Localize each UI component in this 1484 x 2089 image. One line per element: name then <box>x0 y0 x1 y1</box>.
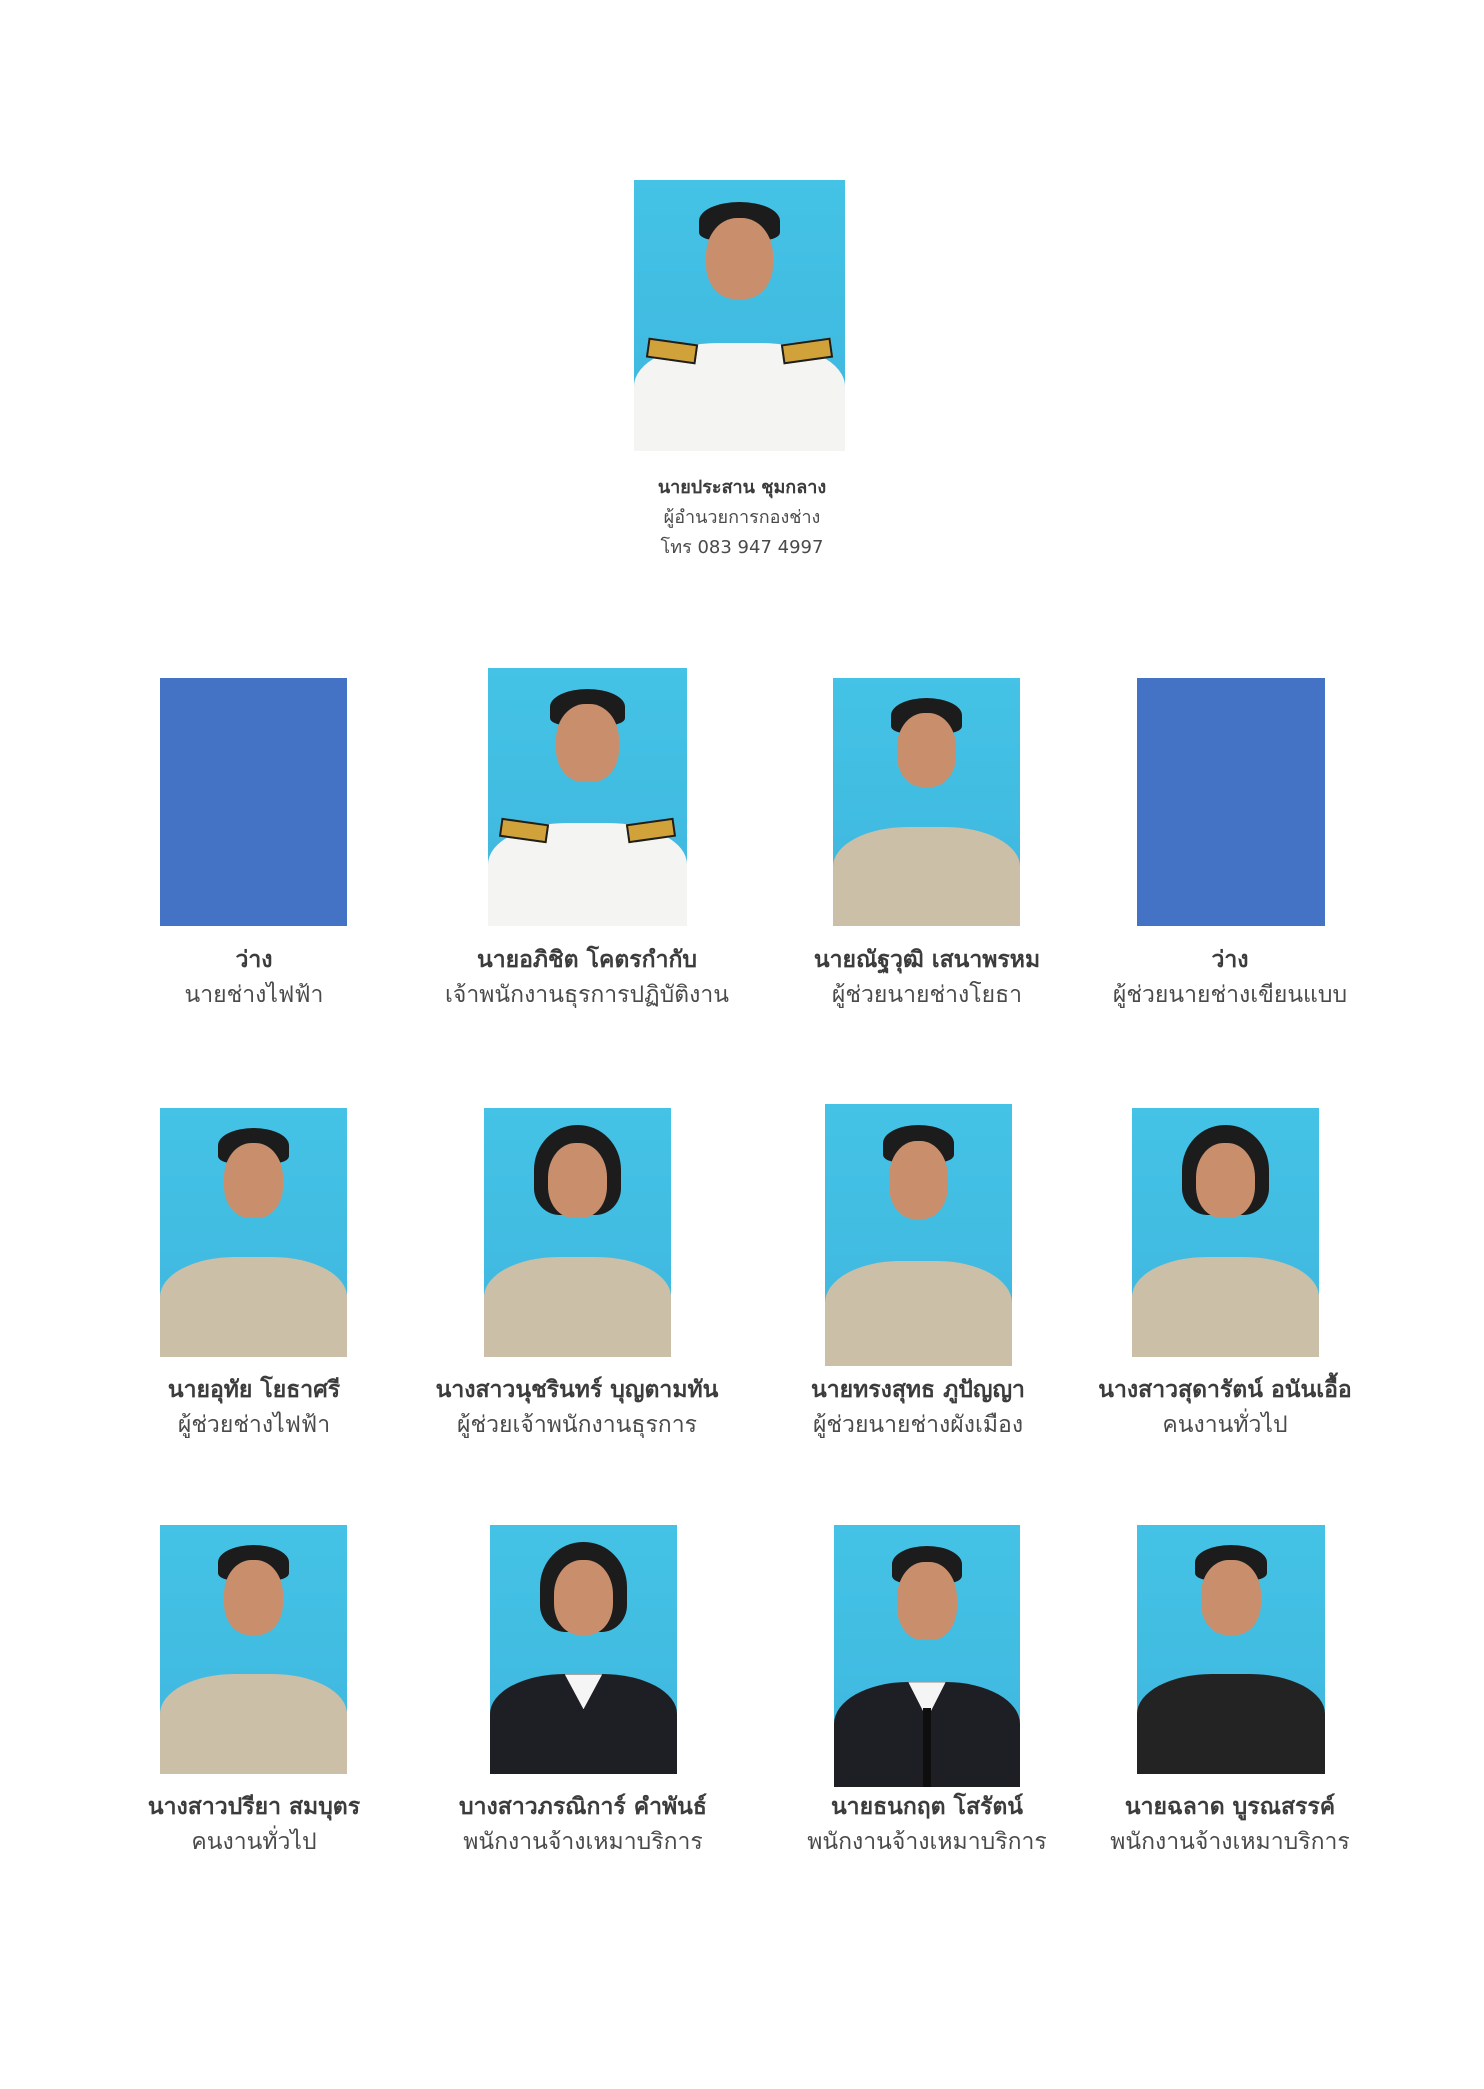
staff-photo <box>488 668 687 926</box>
staff-card <box>748 1373 1088 1443</box>
staff-role: ผู้ช่วยนายช่างเขียนแบบ <box>1112 982 1348 1008</box>
staff-photo <box>833 678 1020 926</box>
staff-name: นางสาวสุดารัตน์ อนันเอื้อ <box>1098 1377 1352 1403</box>
staff-name: นายอุทัย โยธาศรี <box>167 1377 341 1403</box>
staff-name: นายอภิชิต โคตรกำกับ <box>476 947 698 973</box>
staff-role: พนักงานจ้างเหมาบริการ <box>1110 1829 1350 1855</box>
staff-name: ว่าง <box>235 947 273 973</box>
staff-card <box>84 1373 424 1443</box>
director-caption <box>542 473 942 563</box>
vacant-placeholder <box>1137 678 1325 926</box>
staff-role: ผู้ช่วยช่างไฟฟ้า <box>177 1412 331 1438</box>
staff-role: นายช่างไฟฟ้า <box>184 982 324 1008</box>
staff-card <box>757 1790 1097 1860</box>
staff-card <box>84 1790 424 1860</box>
staff-card <box>417 943 757 1013</box>
staff-card <box>84 943 424 1013</box>
staff-role: เจ้าพนักงานธุรการปฏิบัติงาน <box>445 982 729 1008</box>
staff-role: คนงานทั่วไป <box>1162 1412 1288 1438</box>
staff-name: นายธนกฤต โสรัตน์ <box>830 1794 1024 1820</box>
staff-name: ว่าง <box>1211 947 1249 973</box>
director-phone: โทร 083 947 4997 <box>660 537 824 558</box>
staff-photo <box>490 1525 677 1774</box>
staff-card <box>1060 943 1400 1013</box>
staff-photo <box>1137 1525 1325 1774</box>
staff-role: ผู้ช่วยนายช่างโยธา <box>831 982 1023 1008</box>
staff-role: คนงานทั่วไป <box>191 1829 317 1855</box>
staff-card <box>757 943 1097 1013</box>
staff-role: ผู้ช่วยเจ้าพนักงานธุรการ <box>457 1412 697 1438</box>
staff-role: พนักงานจ้างเหมาบริการ <box>463 1829 703 1855</box>
staff-role: ผู้ช่วยนายช่างผังเมือง <box>812 1412 1024 1438</box>
staff-card <box>407 1373 747 1443</box>
staff-name: นางสาวปรียา สมบุตร <box>147 1794 361 1820</box>
staff-photo <box>160 1108 347 1357</box>
director-name: นายประสาน ชุมกลาง <box>657 477 827 498</box>
vacant-placeholder <box>160 678 347 926</box>
staff-photo <box>484 1108 671 1357</box>
staff-card <box>1060 1790 1400 1860</box>
staff-card <box>413 1790 753 1860</box>
staff-role: พนักงานจ้างเหมาบริการ <box>807 1829 1047 1855</box>
director-role: ผู้อำนวยการกองช่าง <box>663 507 821 528</box>
staff-name: บางสาวภรณิการ์ คำพันธ์ <box>459 1794 707 1820</box>
staff-name: นายทรงสุทธ ภูปัญญา <box>811 1377 1025 1403</box>
staff-name: นายณัฐวุฒิ เสนาพรหม <box>813 947 1041 973</box>
staff-photo <box>825 1104 1012 1366</box>
staff-card <box>1055 1373 1395 1443</box>
staff-photo <box>1132 1108 1319 1357</box>
staff-name: นางสาวนุชรินทร์ บุญตามทัน <box>435 1377 719 1403</box>
staff-photo <box>160 1525 347 1774</box>
director-photo <box>634 180 845 451</box>
staff-photo <box>834 1525 1020 1787</box>
staff-name: นายฉลาด บูรณสรรค์ <box>1124 1794 1336 1820</box>
